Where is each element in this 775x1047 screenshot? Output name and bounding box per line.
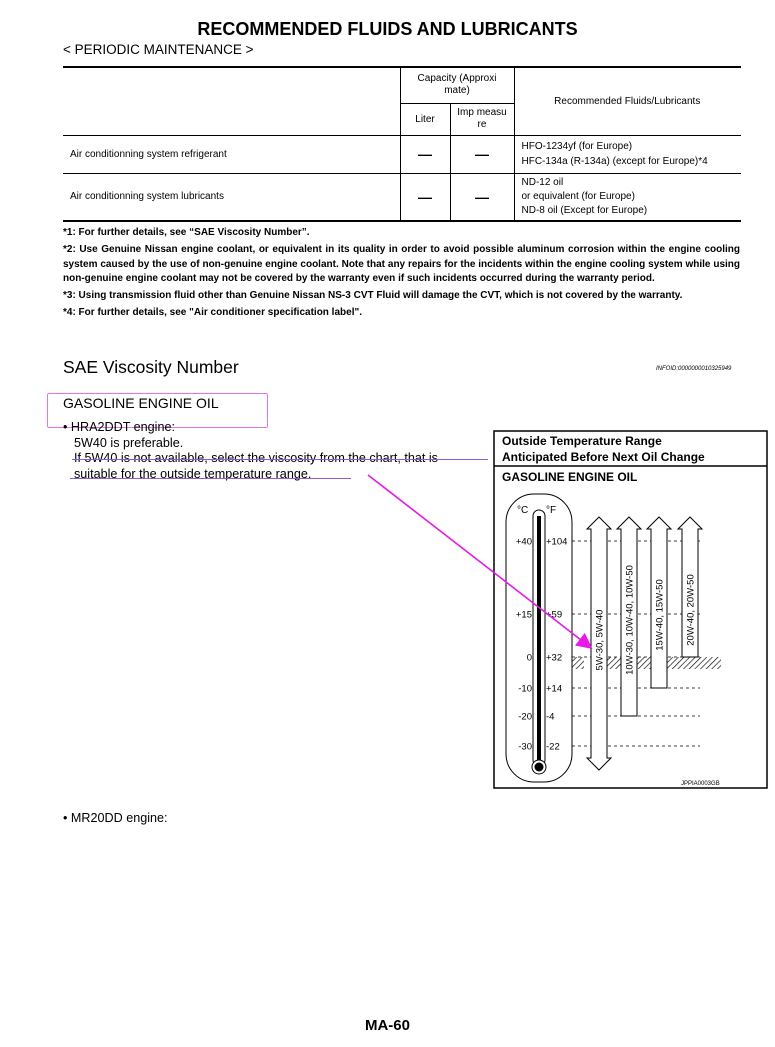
fahrenheit-tick: +32 <box>546 652 563 664</box>
hra-bullet: • HRA2DDT engine: <box>63 420 175 434</box>
fahrenheit-tick: -22 <box>546 741 560 753</box>
lubricant-imp: — <box>450 173 514 221</box>
preferable-text: 5W40 is preferable. <box>74 435 184 450</box>
figure-code: JPPIA0003GB <box>681 781 720 787</box>
thermometer-bulb-core <box>535 763 544 772</box>
refrigerant-imp: — <box>450 135 514 173</box>
celsius-tick: 0 <box>526 652 532 664</box>
refrigerant-item: Air conditionning system refrigerant <box>63 135 400 173</box>
chart-header-line2: Anticipated Before Next Oil Change <box>502 450 705 464</box>
fahrenheit-tick: -4 <box>546 711 555 723</box>
liter-header: Liter <box>400 103 450 135</box>
lubricant-fluid-line: ND-8 oil (Except for Europe) <box>521 204 648 216</box>
viscosity-grade-label: 5W-30, 5W-40 <box>594 609 606 671</box>
lubricant-fluid-line: ND-12 oil <box>521 176 564 188</box>
footnote: *2: Use Genuine Nissan engine coolant, or equivalent in its quality in order to avoid possible aluminum corrosion within the engine cooling system caused by the use of non-genuine engine coolant. Note that any repairs for the incidents within the engine cooling system while using non-genuine engine coolant may not be covered by the warranty even if such incidents occurred during the warranty period. <box>63 243 740 285</box>
imp-header-text: Imp measure <box>457 107 507 130</box>
refrigerant-fluid-line: HFO-1234yf (for Europe) <box>521 141 633 152</box>
sae-heading: SAE Viscosity Number <box>63 357 239 377</box>
celsius-tick: -10 <box>518 683 532 695</box>
viscosity-grade-label: 15W-40, 15W-50 <box>654 579 666 651</box>
celsius-tick: +40 <box>515 536 532 548</box>
chart-header-line1: Outside Temperature Range <box>502 434 662 448</box>
viscosity-grade-label: 10W-30, 10W-40, 10W-50 <box>624 565 636 675</box>
fahrenheit-tick: +104 <box>546 536 568 548</box>
celsius-label: °C <box>517 505 529 516</box>
mr-bullet: • MR20DD engine: <box>63 811 168 825</box>
footnote: *3: Using transmission fluid other than Genuine Nissan NS-3 CVT Fluid will damage the CVT, which is not covered by the warranty. <box>63 290 683 302</box>
freezing-hatch-left <box>572 657 584 669</box>
celsius-tick: +15 <box>515 609 532 621</box>
lubricant-fluid-line: or equivalent (for Europe) <box>521 190 635 202</box>
fluids-header: Recommended Fluids/Lubricants <box>514 67 741 135</box>
gasoline-heading: GASOLINE ENGINE OIL <box>63 395 219 411</box>
refrigerant-liter: — <box>400 135 450 173</box>
lubricant-liter: — <box>400 173 450 221</box>
celsius-tick: -20 <box>518 711 532 723</box>
suitable-text: suitable for the outside temperature range. <box>74 466 312 481</box>
lubricant-item: Air conditionning system lubricants <box>63 173 400 221</box>
fahrenheit-label: °F <box>546 505 557 516</box>
fahrenheit-tick: +59 <box>546 609 563 621</box>
page-title: RECOMMENDED FLUIDS AND LUBRICANTS <box>197 19 578 39</box>
info-id: INFOID:0000000010325949 <box>656 366 732 372</box>
chart-subheader: GASOLINE ENGINE OIL <box>502 470 638 484</box>
section-breadcrumb: < PERIODIC MAINTENANCE > <box>63 42 254 57</box>
footnote: *1: For further details, see “SAE Viscosity Number”. <box>63 227 310 238</box>
fahrenheit-tick: +14 <box>546 683 563 695</box>
refrigerant-fluid-line: HFC-134a (R-134a) (except for Europe)*4 <box>521 156 708 167</box>
footnote: *4: For further details, see "Air conditioner specification label". <box>63 306 362 318</box>
celsius-tick: -30 <box>518 741 532 753</box>
page-number: MA-60 <box>364 1017 410 1034</box>
not-available-text: If 5W40 is not available, select the viscosity from the chart, that is <box>74 451 438 466</box>
viscosity-grade-label: 20W-40, 20W-50 <box>685 574 697 646</box>
capacity-header-text: Capacity (Approximate) <box>417 73 497 97</box>
